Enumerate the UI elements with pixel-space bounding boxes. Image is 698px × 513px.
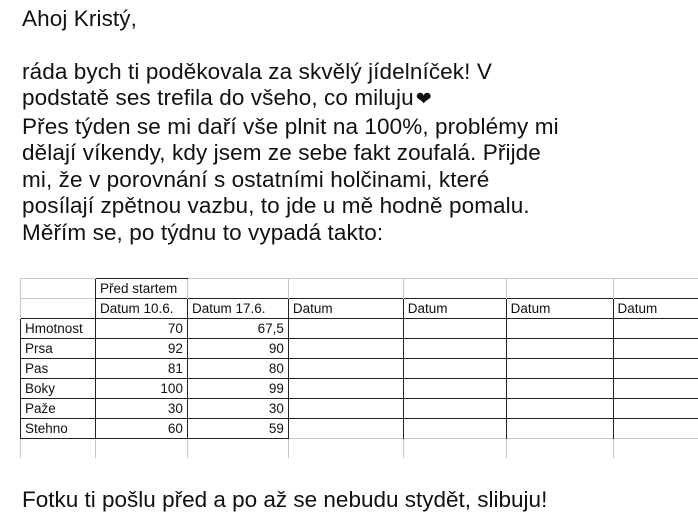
row-label: Paže (21, 399, 96, 419)
value-cell: 59 (187, 419, 288, 439)
column-header: Datum (613, 299, 698, 319)
value-cell: 99 (187, 379, 288, 399)
empty-cell (506, 359, 613, 379)
row-label: Hmotnost (21, 319, 96, 339)
heart-icon: ❤ (416, 89, 432, 110)
value-cell: 81 (95, 359, 187, 379)
empty-cell (403, 359, 506, 379)
empty-cell (613, 399, 698, 419)
table-cell (288, 439, 403, 459)
table-row (21, 359, 698, 379)
empty-cell (403, 399, 506, 419)
message-body (22, 6, 692, 246)
table-cell (21, 299, 96, 319)
table-cell (506, 279, 613, 299)
table-cell (21, 279, 96, 299)
table-cell (95, 439, 187, 459)
column-header: Datum (288, 299, 403, 319)
table-cell (403, 279, 506, 299)
column-header: Datum (506, 299, 613, 319)
table-row (21, 339, 698, 359)
footer-text: Fotku ti pošlu před a po až se nebudu stydět, slibuju! (22, 487, 547, 513)
row-label: Boky (21, 379, 96, 399)
empty-cell (288, 359, 403, 379)
message-line: mi, že v porovnání s ostatními holčinami, které (22, 167, 692, 194)
empty-cell (288, 419, 403, 439)
empty-cell (403, 379, 506, 399)
empty-cell (506, 339, 613, 359)
value-cell: 30 (95, 399, 187, 419)
row-label: Prsa (21, 339, 96, 359)
table-row (21, 399, 698, 419)
table-cell (613, 439, 698, 459)
row-label: Pas (21, 359, 96, 379)
blank-line (22, 33, 692, 59)
table-cell (403, 439, 506, 459)
table-cell (288, 279, 403, 299)
empty-cell (613, 419, 698, 439)
empty-cell (288, 339, 403, 359)
table-group-row (21, 279, 698, 299)
table-row (21, 419, 698, 439)
value-cell: 90 (187, 339, 288, 359)
empty-cell (506, 419, 613, 439)
empty-cell (613, 359, 698, 379)
value-cell: 100 (95, 379, 187, 399)
message-line: ráda bych ti poděkovala za skvělý jídelníček! V (22, 59, 692, 86)
column-header: Datum 10.6. (95, 299, 187, 319)
table-cell (613, 279, 698, 299)
table-cell (21, 439, 96, 459)
measurement-table (20, 278, 698, 458)
value-cell: 30 (187, 399, 288, 419)
row-label: Stehno (21, 419, 96, 439)
table-header-row (21, 299, 698, 319)
table-cell (506, 439, 613, 459)
message-line: Měřím se, po týdnu to vypadá takto: (22, 220, 692, 247)
message-line: Přes týden se mi daří vše plnit na 100%, problémy mi (22, 114, 692, 141)
table-row-blank (21, 439, 698, 459)
column-header: Datum (403, 299, 506, 319)
empty-cell (506, 379, 613, 399)
empty-cell (506, 399, 613, 419)
empty-cell (403, 419, 506, 439)
greeting-text: Ahoj Kristý, (22, 6, 692, 33)
group-header-cell: Před startem (95, 279, 187, 299)
message-line: dělají víkendy, kdy jsem ze sebe fakt zoufalá. Přijde (22, 140, 692, 167)
value-cell: 67,5 (187, 319, 288, 339)
table-row (21, 379, 698, 399)
empty-cell (288, 319, 403, 339)
message-line: posílají zpětnou vazbu, to jde u mě hodně pomalu. (22, 193, 692, 220)
empty-cell (403, 339, 506, 359)
empty-cell (288, 379, 403, 399)
table-cell (187, 279, 288, 299)
table-cell (187, 439, 288, 459)
empty-cell (613, 319, 698, 339)
empty-cell (288, 399, 403, 419)
message-line: podstatě ses trefila do všeho, co miluju (22, 85, 414, 110)
value-cell: 92 (95, 339, 187, 359)
message-line-with-heart (22, 85, 692, 114)
column-header: Datum 17.6. (187, 299, 288, 319)
value-cell: 80 (187, 359, 288, 379)
empty-cell (403, 319, 506, 339)
empty-cell (613, 339, 698, 359)
empty-cell (506, 319, 613, 339)
empty-cell (613, 379, 698, 399)
value-cell: 70 (95, 319, 187, 339)
value-cell: 60 (95, 419, 187, 439)
table-row (21, 319, 698, 339)
